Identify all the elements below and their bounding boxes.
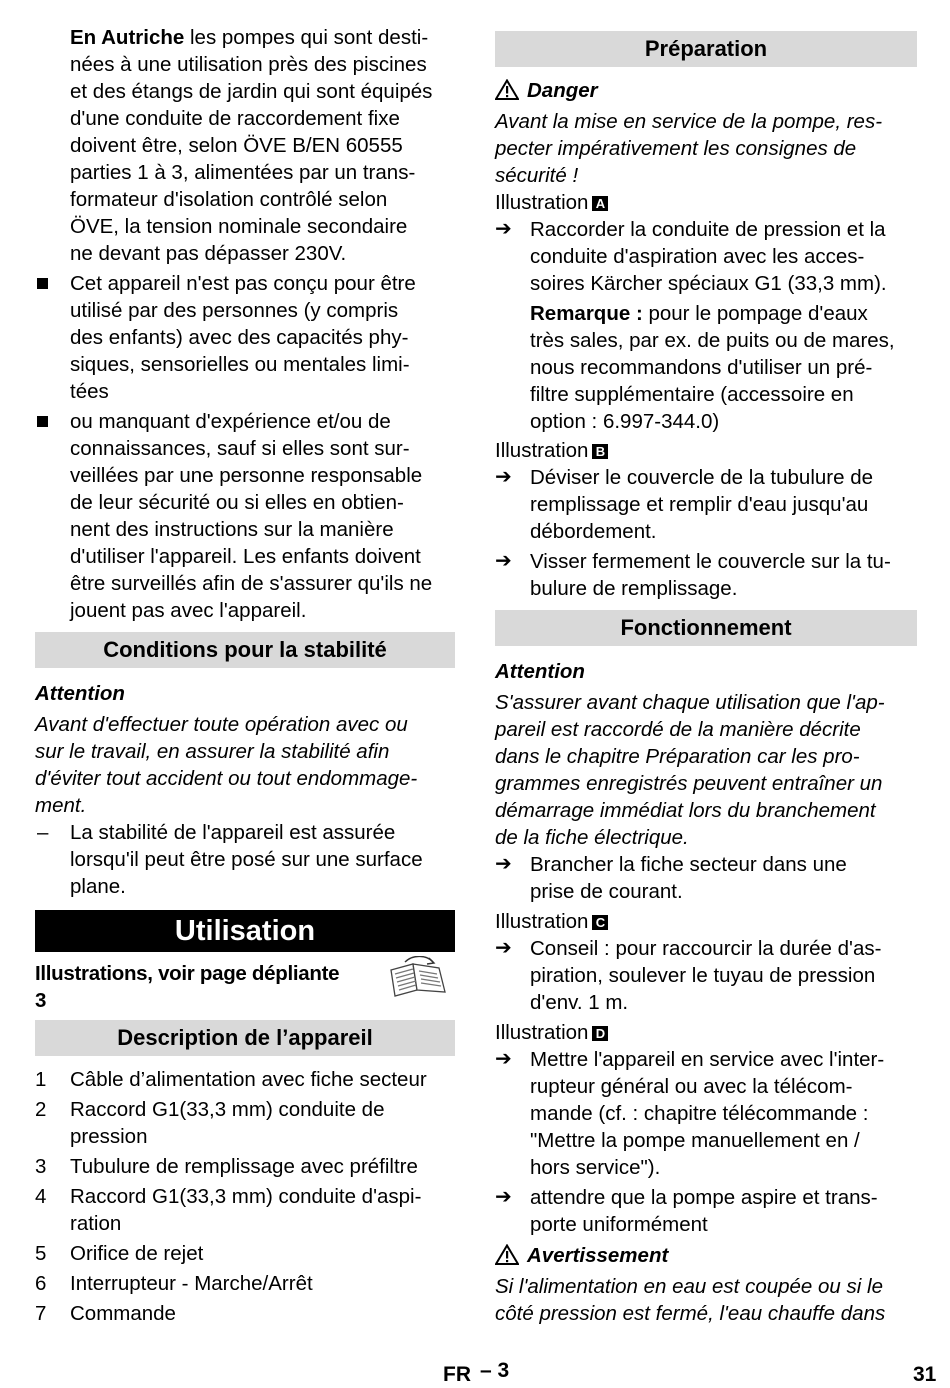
arrow-right-icon: ➔: [495, 853, 512, 875]
illustration-b-ref: Illustration B: [495, 437, 917, 464]
list-item: 3 Tubulure de remplissage avec préfiltre: [35, 1155, 418, 1178]
fonctionnement-heading: Fonctionnement: [495, 610, 917, 646]
list-item: 2 Raccord G1(33,3 mm) conduite de pression: [35, 1098, 385, 1148]
arrow-right-icon: ➔: [495, 218, 512, 240]
list-item: 6 Interrupteur - Marche/Arrêt: [35, 1272, 313, 1295]
right-column: [495, 31, 917, 1327]
footer-language: FR: [443, 1363, 471, 1386]
parts-list: [35, 1066, 455, 1327]
list-item: 7 Commande: [35, 1302, 176, 1325]
step-item: ➔ Brancher la fiche secteur dans une prise de courant.: [495, 853, 847, 903]
avertissement-label: Avertissement: [495, 1242, 917, 1269]
list-item: 4 Raccord G1(33,3 mm) conduite d'aspi- ration: [35, 1185, 422, 1235]
avertissement-text: Si l'alimentation en eau est coupée ou si le côté pression est fermé, l'eau chauffe dans: [495, 1275, 886, 1325]
left-column: [35, 24, 455, 1330]
remark-note: Remarque : pour le pompage d'eaux très sales, par ex. de puits ou de mares, nous recommandons d'utiliser un pré- filtre supplémentaire (accessoire en option : 6.997-344.0): [530, 302, 895, 433]
illustration-letter-badge: C: [592, 915, 608, 930]
danger-text: Avant la mise en service de la pompe, res- pecter impérativement les consignes de sécurité !: [495, 110, 883, 187]
illustration-c-ref: Illustration C: [495, 908, 917, 935]
description-heading: Description de l’appareil: [35, 1020, 455, 1056]
arrow-right-icon: ➔: [495, 550, 512, 572]
warning-triangle-icon: [495, 1244, 519, 1265]
fonctionnement-attention-text: S'assurer avant chaque utilisation que l'ap- pareil est raccordé de la manière décrite dans le chapitre Préparation car les pro- grammes enregistrés peuvent entraîner un démarrage immédiat lors du branchement de la fiche électrique.: [495, 691, 885, 849]
page-number: 31: [913, 1363, 937, 1386]
illustration-d-ref: Illustration D: [495, 1019, 917, 1046]
step-item: ➔ Visser fermement le couvercle sur la tu- bulure de remplissage.: [495, 550, 891, 600]
illustration-letter-badge: B: [592, 444, 608, 459]
stability-attention-label: Attention: [35, 682, 125, 705]
safety-bullet-item: ou manquant d'expérience et/ou de connaissances, sauf si elles sont sur- veillées par une personne responsable de leur sécurité ou si elles en obtien- nent des instructions sur la manière d'utiliser l'appareil. Les enfants doivent être surveillés afin de s'assurer qu'ils ne jouent pas avec l'appareil.: [35, 408, 455, 624]
utilisation-heading: Utilisation: [35, 910, 455, 952]
step-item: ➔ Mettre l'appareil en service avec l'inter- rupteur général ou avec la télécom- mande (cf. : chapitre télécommande : "Mettre la pompe manuellement en / hors service").: [495, 1048, 885, 1179]
safety-bullet-item: Cet appareil n'est pas conçu pour être utilisé par des personnes (y compris des enfants) avec des capacités phy- siques, sensorielles ou mentales limi- tées: [35, 270, 455, 405]
step-item: ➔ Raccorder la conduite de pression et la conduite d'aspiration avec les acces- soires Kärcher spéciaux G1 (33,3 mm).: [495, 218, 887, 295]
square-bullet-icon: [37, 278, 48, 289]
square-bullet-icon: [37, 416, 48, 427]
step-item: ➔ Déviser le couvercle de la tubulure de remplissage et remplir d'eau jusqu'au débordement.: [495, 466, 873, 543]
fonctionnement-attention-label: Attention: [495, 660, 585, 683]
austria-bold-lead: En Autriche: [70, 26, 185, 49]
dash-bullet: –: [37, 821, 49, 844]
illustration-a-ref: Illustration A: [495, 189, 917, 216]
danger-label: Danger: [495, 77, 917, 104]
preparation-heading: Préparation: [495, 31, 917, 67]
list-item: 1 Câble d’alimentation avec fiche secteur: [35, 1068, 427, 1091]
stability-heading: Conditions pour la stabilité: [35, 632, 455, 668]
warning-triangle-icon: [495, 79, 519, 100]
stability-dash-item: – La stabilité de l'appareil est assurée lorsqu'il peut être posé sur une surface plane.: [37, 821, 423, 898]
step-item: ➔ attendre que la pompe aspire et trans- porte uniformément: [495, 1186, 878, 1236]
illustration-letter-badge: A: [592, 196, 608, 211]
austria-paragraph: En Autriche les pompes qui sont desti- nées à une utilisation près des piscines et des étangs de jardin qui sont équipés d'une conduite de raccordement fixe doivent être, selon ÖVE B/EN 60555 parties 1 à 3, alimentées par un trans- formateur d'isolation contrôlé selon ÖVE, la tension nominale secondaire ne devant pas dépasser 230V.: [70, 26, 433, 265]
arrow-right-icon: ➔: [495, 937, 512, 959]
list-item: 5 Orifice de rejet: [35, 1242, 204, 1265]
stability-attention-text: Avant d'effectuer toute opération avec ou sur le travail, en assurer la stabilité afin d'éviter tout accident ou tout endommage- ment.: [35, 713, 418, 817]
illustrations-note: Illustrations, voir page dépliante 3: [35, 960, 455, 1014]
footer-section-number: – 3: [480, 1359, 510, 1382]
illustration-letter-badge: D: [592, 1026, 608, 1041]
arrow-right-icon: ➔: [495, 1048, 512, 1070]
foldout-book-icon: [383, 956, 453, 1000]
arrow-right-icon: ➔: [495, 1186, 512, 1208]
step-item: ➔ Conseil : pour raccourcir la durée d'as- piration, soulever le tuyau de pression d'env. 1 m.: [495, 937, 882, 1014]
arrow-right-icon: ➔: [495, 466, 512, 488]
